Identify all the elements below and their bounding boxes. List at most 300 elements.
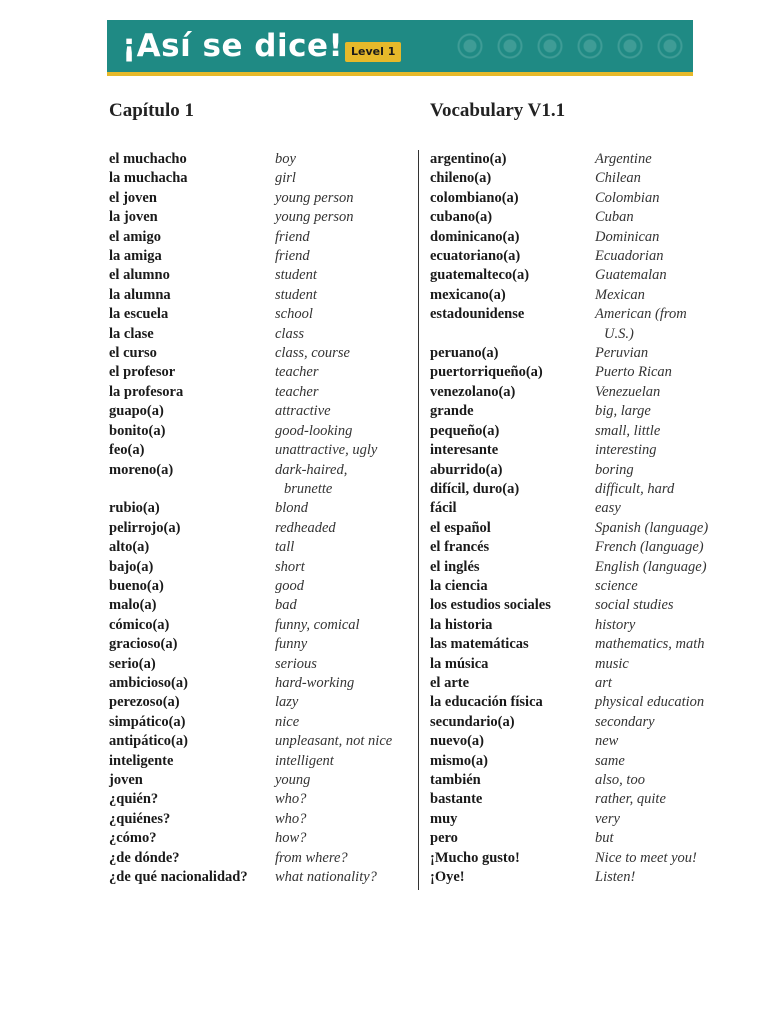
spanish-term: la música: [430, 655, 489, 672]
translation-text: same: [595, 752, 625, 769]
spanish-term: malo(a): [109, 597, 157, 614]
spanish-term: el francés: [430, 539, 490, 556]
spanish-term: el español: [430, 519, 491, 536]
english-translation: [275, 538, 414, 557]
spanish-term: ecuatoriano(a): [430, 248, 521, 265]
spanish-term: el muchacho: [109, 151, 187, 167]
spanish-term: también: [430, 772, 481, 788]
translation-text: short: [275, 558, 305, 575]
english-translation: [595, 713, 730, 732]
spanish-term: cómico(a): [109, 616, 170, 633]
spanish-term: el inglés: [430, 558, 480, 575]
english-translation: [595, 499, 730, 518]
spanish-term: estadounidense: [430, 306, 525, 323]
spanish-term: fácil: [430, 500, 457, 517]
vocab-entry: [430, 810, 730, 829]
vocab-entry: [430, 577, 730, 596]
vocab-entry: [109, 461, 414, 500]
english-translation: [595, 538, 730, 557]
english-translation: [275, 849, 414, 868]
translation-text: student: [275, 267, 317, 284]
level-badge: Level 1: [345, 42, 401, 62]
english-translation: [595, 868, 730, 887]
translation-text: who?: [275, 791, 307, 808]
spanish-term: aburrido(a): [430, 461, 503, 478]
translation-text: boring: [595, 461, 634, 478]
spanish-term: ¡Mucho gusto!: [430, 849, 520, 866]
translation-text: dark-haired,: [275, 461, 348, 478]
english-translation: [275, 713, 414, 732]
translation-text: attractive: [275, 403, 331, 420]
spanish-term: gracioso(a): [109, 636, 178, 653]
vocab-entry: [430, 655, 730, 674]
translation-text: but: [595, 830, 614, 847]
translation-text: funny, comical: [275, 616, 360, 633]
translation-text: girl: [275, 170, 296, 187]
translation-text: class, course: [275, 345, 350, 362]
translation-text: Venezuelan: [595, 383, 661, 400]
translation-text: serious: [275, 655, 317, 672]
translation-text: teacher: [275, 364, 319, 381]
spanish-term: feo(a): [109, 442, 145, 459]
translation-text: mathematics, math: [595, 636, 705, 653]
spanish-term: perezoso(a): [109, 694, 180, 711]
vocab-entry: [430, 713, 730, 732]
column-divider: [418, 150, 419, 890]
translation-text: Listen!: [595, 869, 636, 886]
vocab-entry: [109, 169, 414, 188]
spanish-term: secundario(a): [430, 713, 515, 730]
spanish-term: la joven: [109, 209, 158, 226]
vocab-entry: [109, 344, 414, 363]
vocab-entry: [430, 208, 730, 227]
vocab-entry: [109, 286, 414, 305]
spanish-term: el profesor: [109, 364, 176, 381]
spanish-term: moreno(a): [109, 461, 174, 478]
translation-text: social studies: [595, 597, 674, 614]
vocab-entry: [430, 519, 730, 538]
spanish-term: simpático(a): [109, 713, 186, 730]
english-translation: [275, 305, 414, 324]
translation-text: Ecuadorian: [595, 248, 664, 265]
spanish-term: la historia: [430, 616, 493, 633]
english-translation: [595, 208, 730, 227]
english-translation: [275, 674, 414, 693]
spanish-term: ¿de qué nacionalidad?: [109, 869, 248, 886]
vocab-entry: [430, 596, 730, 615]
spanish-term: colombiano(a): [430, 189, 519, 206]
translation-text: unattractive, ugly: [275, 442, 378, 459]
spanish-term: alto(a): [109, 539, 150, 556]
translation-text: Dominican: [595, 228, 660, 245]
translation-text: Chilean: [595, 170, 641, 187]
vocab-entry: [109, 713, 414, 732]
translation-text: boy: [275, 151, 296, 167]
english-translation: [595, 752, 730, 771]
spanish-term: la amiga: [109, 248, 162, 265]
vocab-entry: [430, 363, 730, 382]
vocab-entry: [109, 829, 414, 848]
translation-text: Nice to meet you!: [595, 849, 697, 866]
vocab-entry: [109, 616, 414, 635]
spanish-term: dominicano(a): [430, 228, 520, 245]
english-translation: [275, 286, 414, 305]
english-translation: [275, 810, 414, 829]
english-translation: [275, 693, 414, 712]
translation-text: also, too: [595, 772, 645, 788]
vocab-entry: [430, 538, 730, 557]
english-translation: [275, 771, 414, 790]
spanish-term: bonito(a): [109, 422, 166, 439]
vocab-entry: [430, 480, 730, 499]
translation-text: Cuban: [595, 209, 634, 226]
vocab-entry: [109, 363, 414, 382]
english-translation: [275, 150, 414, 169]
english-translation: [595, 150, 730, 169]
spanish-term: la clase: [109, 325, 154, 342]
english-translation: [275, 655, 414, 674]
english-translation: [275, 519, 414, 538]
english-translation: [275, 208, 414, 227]
vocab-column-right: [430, 150, 730, 887]
translation-text: history: [595, 616, 636, 633]
translation-text: funny: [275, 636, 308, 653]
vocab-entry: [430, 829, 730, 848]
vocab-entry: [430, 461, 730, 480]
spanish-term: la escuela: [109, 306, 169, 323]
spanish-term: guapo(a): [109, 403, 164, 420]
vocab-entry: [109, 596, 414, 615]
vocab-entry: [109, 790, 414, 809]
english-translation: [275, 266, 414, 285]
spanish-term: muy: [430, 810, 458, 827]
vocab-entry: [430, 849, 730, 868]
spanish-term: las matemáticas: [430, 636, 529, 653]
english-translation: [595, 189, 730, 208]
spanish-term: antipático(a): [109, 733, 188, 750]
vocab-entry: [430, 305, 730, 344]
english-translation: [275, 732, 414, 751]
spanish-term: el amigo: [109, 228, 161, 245]
spanish-term: puertorriqueño(a): [430, 364, 543, 381]
vocab-entry: [109, 693, 414, 712]
vocab-entry: [430, 189, 730, 208]
translation-text: friend: [275, 228, 310, 245]
translation-text: new: [595, 733, 619, 750]
translation-text: lazy: [275, 694, 299, 711]
english-translation: [275, 363, 414, 382]
translation-text: unpleasant, not nice: [275, 733, 393, 750]
english-translation: [595, 790, 730, 809]
vocab-entry: [430, 169, 730, 188]
english-translation: [275, 169, 414, 188]
spanish-term: joven: [109, 772, 143, 788]
english-translation: [595, 693, 730, 712]
english-translation: [595, 810, 730, 829]
translation-text: American (from: [595, 306, 687, 323]
translation-text: difficult, hard: [595, 480, 675, 497]
vocabulary-heading: Vocabulary V1.1: [430, 100, 566, 121]
vocab-entry: [430, 402, 730, 421]
spanish-term: nuevo(a): [430, 733, 484, 750]
translation-text: intelligent: [275, 752, 334, 769]
vocab-entry: [430, 674, 730, 693]
spanish-term: grande: [430, 403, 474, 420]
english-translation: [275, 325, 414, 344]
translation-text: English (language): [595, 558, 707, 575]
spanish-term: serio(a): [109, 655, 156, 672]
english-translation: [595, 480, 730, 499]
vocab-entry: [109, 771, 414, 790]
spanish-term: bastante: [430, 791, 483, 808]
translation-text: what nationality?: [275, 869, 377, 886]
series-logo: ¡Así se dice!: [122, 28, 344, 64]
translation-text: French (language): [595, 539, 704, 556]
spanish-term: bueno(a): [109, 577, 164, 594]
vocab-entry: [430, 228, 730, 247]
spanish-term: bajo(a): [109, 558, 154, 575]
translation-text: bad: [275, 597, 297, 614]
vocab-entry: [109, 868, 414, 887]
vocab-entry: [430, 286, 730, 305]
vocab-entry: [109, 305, 414, 324]
vocab-entry: [109, 732, 414, 751]
translation-text: tall: [275, 539, 295, 556]
vocab-entry: [430, 344, 730, 363]
translation-text: who?: [275, 810, 307, 827]
translation-text: good-looking: [275, 422, 353, 439]
spanish-term: los estudios sociales: [430, 597, 551, 614]
translation-text: Mexican: [595, 286, 645, 303]
translation-text: Guatemalan: [595, 267, 667, 284]
spanish-term: la muchacha: [109, 170, 188, 187]
spanish-term: la ciencia: [430, 577, 488, 594]
english-translation: [595, 286, 730, 305]
english-translation: [595, 519, 730, 538]
spanish-term: ¿quiénes?: [109, 810, 171, 827]
vocab-entry: [109, 228, 414, 247]
vocab-entry: [430, 771, 730, 790]
vocab-entry: [109, 150, 414, 169]
vocab-entry: [109, 849, 414, 868]
english-translation: [275, 596, 414, 615]
english-translation: [595, 461, 730, 480]
english-translation: [275, 189, 414, 208]
vocab-entry: [430, 635, 730, 654]
translation-text: redheaded: [275, 519, 336, 536]
english-translation: [595, 674, 730, 693]
vocab-entry: [109, 208, 414, 227]
translation-text: student: [275, 286, 317, 303]
english-translation: [275, 499, 414, 518]
english-translation: [595, 558, 730, 577]
spanish-term: ¿quién?: [109, 791, 159, 808]
vocab-entry: [430, 150, 730, 169]
translation-text: school: [275, 306, 313, 323]
vocab-entry: [430, 422, 730, 441]
vocab-entry: [430, 868, 730, 887]
english-translation: [595, 849, 730, 868]
translation-text: very: [595, 810, 620, 827]
translation-text: art: [595, 674, 612, 691]
spanish-term: la alumna: [109, 286, 171, 303]
english-translation: [275, 635, 414, 654]
vocab-entry: [109, 247, 414, 266]
spanish-term: chileno(a): [430, 170, 492, 187]
translation-text: good: [275, 577, 304, 594]
translation-text: physical education: [595, 694, 705, 711]
translation-continuation: U.S.): [604, 325, 634, 342]
english-translation: [595, 829, 730, 848]
vocab-entry: [430, 266, 730, 285]
translation-text: big, large: [595, 403, 651, 420]
spanish-term: venezolano(a): [430, 383, 516, 400]
english-translation: [595, 732, 730, 751]
vocab-entry: [109, 810, 414, 829]
spanish-term: peruano(a): [430, 345, 499, 362]
spanish-term: el curso: [109, 345, 157, 362]
vocab-entry: [430, 732, 730, 751]
english-translation: [595, 247, 730, 266]
vocab-entry: [109, 538, 414, 557]
translation-continuation: brunette: [284, 480, 333, 497]
vocab-entry: [109, 266, 414, 285]
translation-text: teacher: [275, 383, 319, 400]
translation-text: young person: [275, 189, 354, 206]
spanish-term: pequeño(a): [430, 422, 500, 439]
english-translation: [595, 577, 730, 596]
english-translation: [595, 169, 730, 188]
vocab-entry: [430, 693, 730, 712]
vocab-entry: [430, 558, 730, 577]
vocab-entry: [109, 441, 414, 460]
english-translation: [595, 228, 730, 247]
english-translation: [275, 790, 414, 809]
english-translation: [595, 635, 730, 654]
spanish-term: ¿cómo?: [109, 830, 157, 847]
spanish-term: ambicioso(a): [109, 674, 188, 691]
title-banner: [107, 20, 693, 76]
spanish-term: rubio(a): [109, 500, 160, 517]
english-translation: [275, 422, 414, 441]
english-translation: [595, 596, 730, 615]
vocab-entry: [109, 402, 414, 421]
english-translation: [595, 771, 730, 790]
spanish-term: inteligente: [109, 752, 174, 769]
vocab-entry: [109, 189, 414, 208]
vocab-entry: [109, 325, 414, 344]
translation-text: class: [275, 325, 304, 342]
english-translation: [595, 363, 730, 382]
vocab-entry: [109, 674, 414, 693]
banner-pattern: [452, 20, 693, 72]
vocab-entry: [109, 752, 414, 771]
translation-text: young: [275, 772, 311, 788]
translation-text: Colombian: [595, 189, 660, 206]
translation-text: friend: [275, 248, 310, 265]
spanish-term: ¿de dónde?: [109, 849, 180, 866]
english-translation: [275, 228, 414, 247]
english-translation: [275, 402, 414, 421]
translation-text: from where?: [275, 849, 348, 866]
vocab-entry: [430, 383, 730, 402]
translation-text: how?: [275, 830, 307, 847]
english-translation: [595, 441, 730, 460]
english-translation: [275, 344, 414, 363]
english-translation: [595, 383, 730, 402]
english-translation: [275, 247, 414, 266]
english-translation: [595, 616, 730, 635]
english-translation: [275, 461, 414, 500]
vocab-entry: [430, 616, 730, 635]
translation-text: Spanish (language): [595, 519, 709, 536]
translation-text: blond: [275, 500, 309, 517]
translation-text: secondary: [595, 713, 655, 730]
english-translation: [595, 402, 730, 421]
spanish-term: el joven: [109, 189, 157, 206]
english-translation: [595, 344, 730, 363]
english-translation: [275, 441, 414, 460]
vocab-entry: [430, 247, 730, 266]
spanish-term: argentino(a): [430, 151, 507, 167]
vocab-entry: [109, 519, 414, 538]
english-translation: [275, 829, 414, 848]
translation-text: easy: [595, 500, 621, 517]
vocab-entry: [109, 422, 414, 441]
vocab-entry: [430, 499, 730, 518]
translation-text: interesting: [595, 442, 657, 459]
spanish-term: pelirrojo(a): [109, 519, 181, 536]
vocab-entry: [109, 383, 414, 402]
english-translation: [275, 868, 414, 887]
spanish-term: cubano(a): [430, 209, 493, 226]
spanish-term: pero: [430, 830, 458, 847]
english-translation: [275, 383, 414, 402]
translation-text: Puerto Rican: [595, 364, 672, 381]
spanish-term: difícil, duro(a): [430, 480, 520, 497]
english-translation: [595, 266, 730, 285]
translation-text: Argentine: [595, 151, 652, 167]
spanish-term: la educación física: [430, 694, 543, 711]
english-translation: [275, 616, 414, 635]
translation-text: rather, quite: [595, 791, 666, 808]
vocab-entry: [109, 655, 414, 674]
spanish-term: la profesora: [109, 383, 184, 400]
vocab-entry: [430, 790, 730, 809]
spanish-term: interesante: [430, 442, 499, 459]
translation-text: small, little: [595, 422, 661, 439]
english-translation: [595, 305, 730, 344]
vocab-column-left: [109, 150, 414, 887]
english-translation: [275, 752, 414, 771]
spanish-term: mismo(a): [430, 752, 488, 769]
spanish-term: guatemalteco(a): [430, 267, 530, 284]
english-translation: [595, 422, 730, 441]
english-translation: [275, 577, 414, 596]
english-translation: [275, 558, 414, 577]
english-translation: [595, 655, 730, 674]
translation-text: young person: [275, 209, 354, 226]
translation-text: hard-working: [275, 674, 355, 691]
vocab-entry: [430, 752, 730, 771]
translation-text: nice: [275, 713, 300, 730]
vocab-entry: [109, 499, 414, 518]
vocab-entry: [109, 577, 414, 596]
spanish-term: el arte: [430, 674, 470, 691]
vocab-entry: [109, 558, 414, 577]
chapter-heading: Capítulo 1: [109, 100, 194, 121]
spanish-term: mexicano(a): [430, 286, 506, 303]
